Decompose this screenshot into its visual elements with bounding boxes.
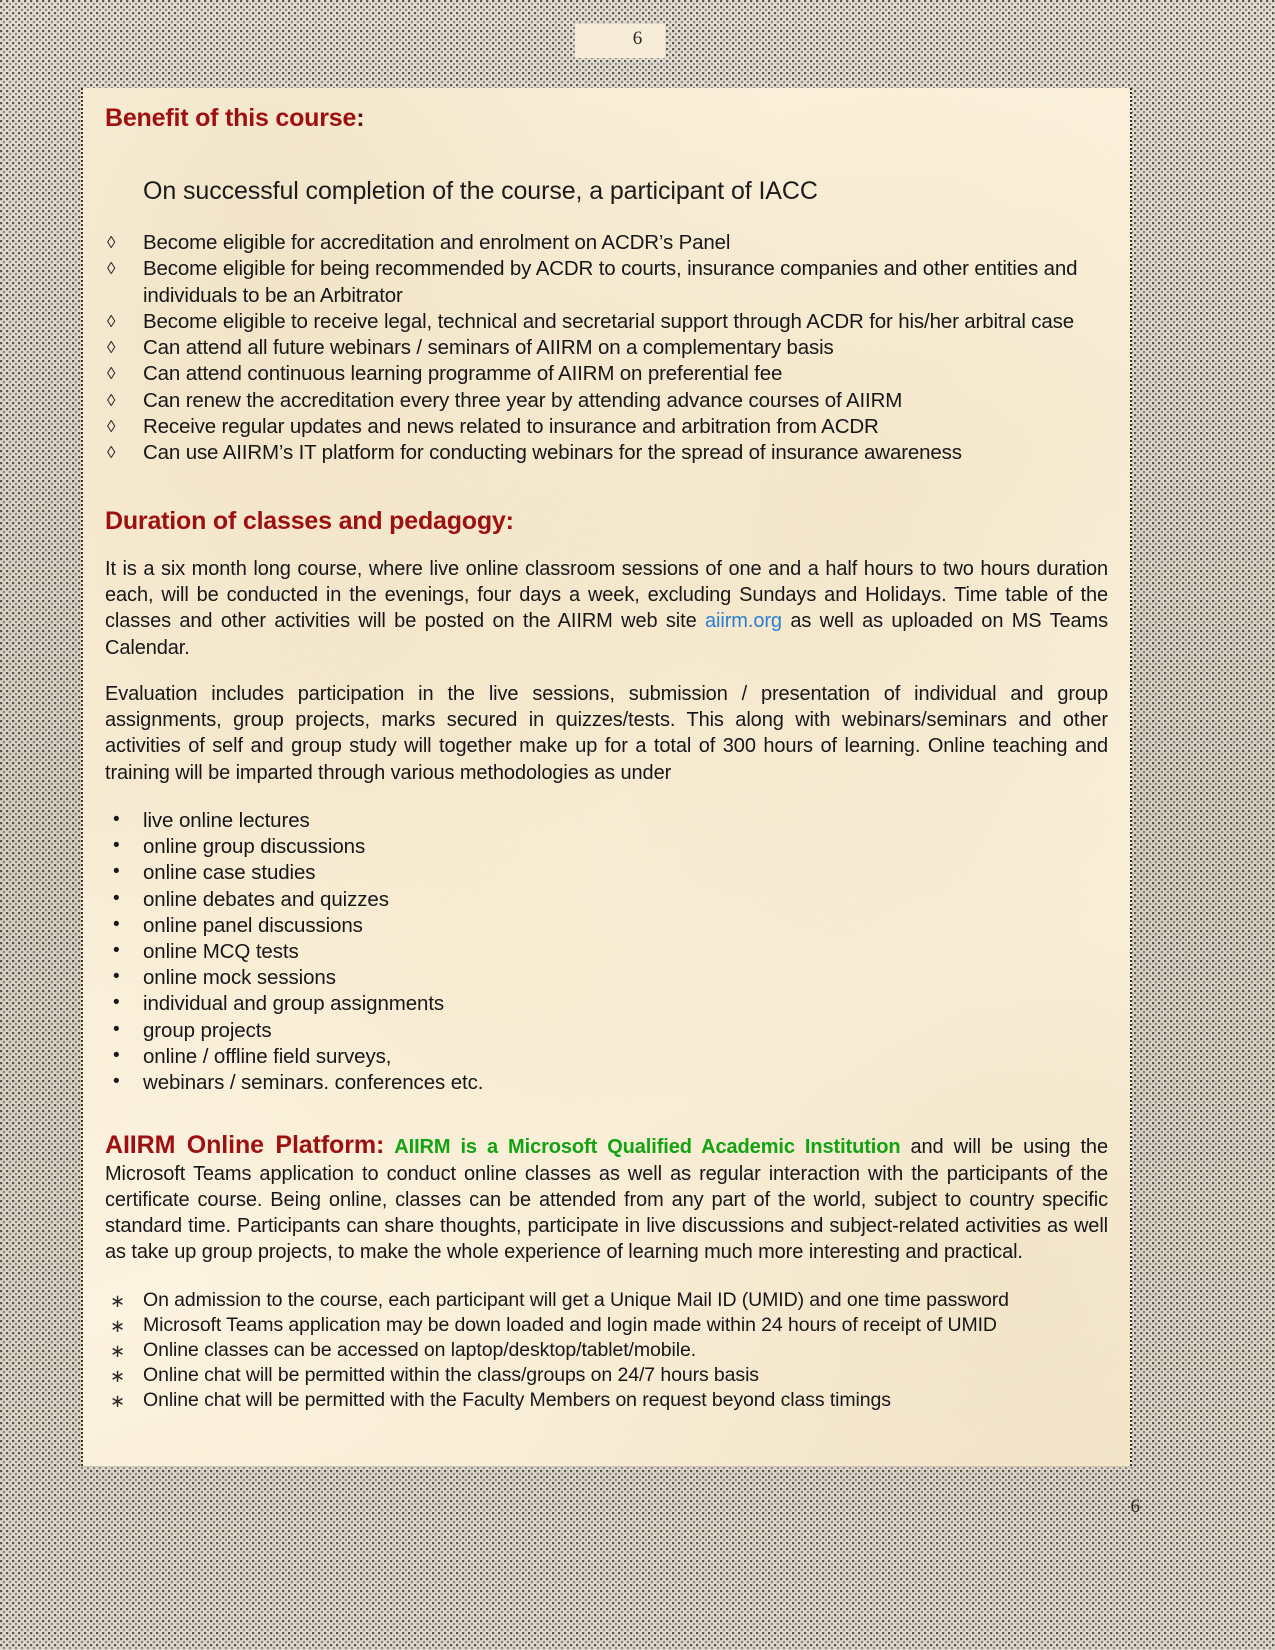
list-item-text: online group discussions <box>143 835 366 859</box>
list-item <box>105 361 1108 387</box>
list-item <box>105 887 1108 913</box>
dot-bullet-icon: • <box>113 861 120 883</box>
platform-detail-list <box>105 1288 1108 1413</box>
asterisk-bullet-icon: ∗ <box>110 1340 125 1361</box>
list-item <box>105 939 1108 965</box>
asterisk-bullet-icon: ∗ <box>110 1390 125 1411</box>
list-item-text: webinars / seminars. conferences etc. <box>143 1071 484 1095</box>
dot-bullet-icon: • <box>113 1071 120 1093</box>
benefit-list <box>105 230 1108 467</box>
list-item-text: Become eligible for being recommended by ACDR to courts, insurance companies and other entities and individuals to be an Arbitrator <box>143 257 1078 307</box>
platform-highlight-text: AIIRM is a Microsoft Qualified Academic Institution <box>394 1136 901 1159</box>
list-item-text: online debates and quizzes <box>143 887 389 911</box>
duration-para1-after: as well as uploaded on MS Teams Calendar. <box>105 610 1108 659</box>
list-item-text: online mock sessions <box>143 966 336 990</box>
list-item-text: online / offline field surveys, <box>143 1044 392 1068</box>
pedagogy-method-list <box>105 808 1108 1096</box>
list-item-text: online MCQ tests <box>143 940 299 964</box>
platform-block <box>105 1132 1108 1265</box>
list-item-text: Can attend continuous learning programme of AIIRM on preferential fee <box>143 362 783 386</box>
platform-body-text: and will be using the Microsoft Teams application to conduct online classes as well as regular interaction with the participants of the certificate course. Being online, classes can be attended from any part of the world, subject to country specific standard time. Participants can share thoughts, participate in live discussions and subject-related activities as well as take up group projects, to make the whole experience of learning much more interesting and practical. <box>105 1136 1108 1264</box>
benefit-lead-text: On successful completion of the course, a participant of IACC <box>143 177 818 205</box>
dot-bullet-icon: • <box>113 1044 120 1066</box>
dot-bullet-icon: • <box>113 1018 120 1040</box>
duration-para1-before: It is a six month long course, where live online classroom sessions of one and a half hours to two hours duration each, will be conducted in the evenings, four days a week, excluding Sundays and Holidays. Time table of the classes and other activities will be posted on the AIIRM web site <box>105 557 1108 633</box>
list-item <box>105 808 1108 834</box>
list-item <box>105 388 1108 414</box>
diamond-bullet-icon: ◊ <box>107 443 116 463</box>
aiirm-org-link[interactable]: aiirm.org <box>705 610 782 633</box>
list-item <box>105 414 1108 440</box>
diamond-bullet-icon: ◊ <box>107 364 116 384</box>
benefit-heading-text: Benefit of this course <box>105 104 357 132</box>
list-item <box>105 834 1108 860</box>
list-item <box>105 256 1108 309</box>
diamond-bullet-icon: ◊ <box>107 417 116 437</box>
list-item <box>105 309 1108 335</box>
list-item-text: online case studies <box>143 861 316 885</box>
dot-bullet-icon: • <box>113 940 120 962</box>
dot-bullet-icon: • <box>113 835 120 857</box>
duration-heading: Duration of classes and pedagogy: <box>105 506 514 535</box>
dot-bullet-icon: • <box>113 887 120 909</box>
dot-bullet-icon: • <box>113 966 120 988</box>
list-item-text: Receive regular updates and news related to insurance and arbitration from ACDR <box>143 415 879 439</box>
diamond-bullet-icon: ◊ <box>107 338 116 358</box>
benefit-heading-colon: : <box>356 104 365 132</box>
list-item <box>105 440 1108 466</box>
list-item-text: Can use AIIRM’s IT platform for conducting webinars for the spread of insurance awareness <box>143 441 962 465</box>
list-item <box>105 965 1108 991</box>
list-item-text: individual and group assignments <box>143 992 445 1016</box>
benefit-heading <box>105 104 1108 133</box>
bottom-page-number: 6 <box>1130 1496 1140 1517</box>
top-page-number: 6 <box>632 28 643 49</box>
list-item-text: Can attend all future webinars / seminars of AIIRM on a complementary basis <box>143 336 834 360</box>
dot-bullet-icon: • <box>113 913 120 935</box>
list-item <box>105 1044 1108 1070</box>
list-item <box>105 1363 1108 1388</box>
diamond-bullet-icon: ◊ <box>107 233 116 252</box>
list-item-text: live online lectures <box>143 809 310 833</box>
duration-paragraph-1 <box>105 556 1108 661</box>
asterisk-bullet-icon: ∗ <box>110 1290 125 1311</box>
list-item-text: Become eligible for accreditation and enrolment on ACDR’s Panel <box>143 231 731 254</box>
dot-bullet-icon: • <box>113 809 120 831</box>
list-item-text: Online classes can be accessed on laptop/desktop/tablet/mobile. <box>143 1338 697 1361</box>
platform-heading-colon: : <box>375 1131 385 1160</box>
diamond-bullet-icon: ◊ <box>107 311 116 331</box>
list-item <box>105 1313 1108 1338</box>
diamond-bullet-icon: ◊ <box>107 390 116 410</box>
list-item <box>105 1018 1108 1044</box>
list-item <box>105 335 1108 361</box>
list-item-text: Can renew the accreditation every three year by attending advance courses of AIIRM <box>143 388 903 412</box>
document-content <box>83 88 1130 1413</box>
list-item-text: On admission to the course, each participant will get a Unique Mail ID (UMID) and one time password <box>143 1288 1009 1311</box>
list-item-text: group projects <box>143 1018 272 1042</box>
duration-paragraph-2: Evaluation includes participation in the live sessions, submission / presentation of individual and group assignments, group projects, marks secured in quizzes/tests. This along with webinars/seminars and other activities of self and group study will together make up for a total of 300 hours of learning. Online teaching and training will be imparted through various methodologies as under <box>105 682 1108 784</box>
list-item-text: Become eligible to receive legal, technical and secretarial support through ACDR for his/her arbitral case <box>143 309 1075 333</box>
list-item <box>105 860 1108 886</box>
list-item <box>105 1288 1108 1313</box>
list-item-text: Online chat will be permitted within the class/groups on 24/7 hours basis <box>143 1363 759 1386</box>
asterisk-bullet-icon: ∗ <box>110 1365 125 1386</box>
platform-heading: AIIRM Online Platform <box>105 1131 376 1160</box>
list-item <box>105 1388 1108 1413</box>
dot-bullet-icon: • <box>113 992 120 1014</box>
list-item <box>105 913 1108 939</box>
asterisk-bullet-icon: ∗ <box>110 1315 125 1336</box>
list-item-text: Microsoft Teams application may be down loaded and login made within 24 hours of receipt of UMID <box>143 1313 997 1336</box>
list-item-text: Online chat will be permitted with the Faculty Members on request beyond class timings <box>143 1388 891 1411</box>
list-item-text: online panel discussions <box>143 913 363 937</box>
diamond-bullet-icon: ◊ <box>107 259 116 279</box>
list-item <box>105 230 1108 256</box>
list-item <box>105 1338 1108 1363</box>
list-item <box>105 991 1108 1017</box>
document-sheet <box>81 88 1132 1466</box>
list-item <box>105 1070 1108 1096</box>
